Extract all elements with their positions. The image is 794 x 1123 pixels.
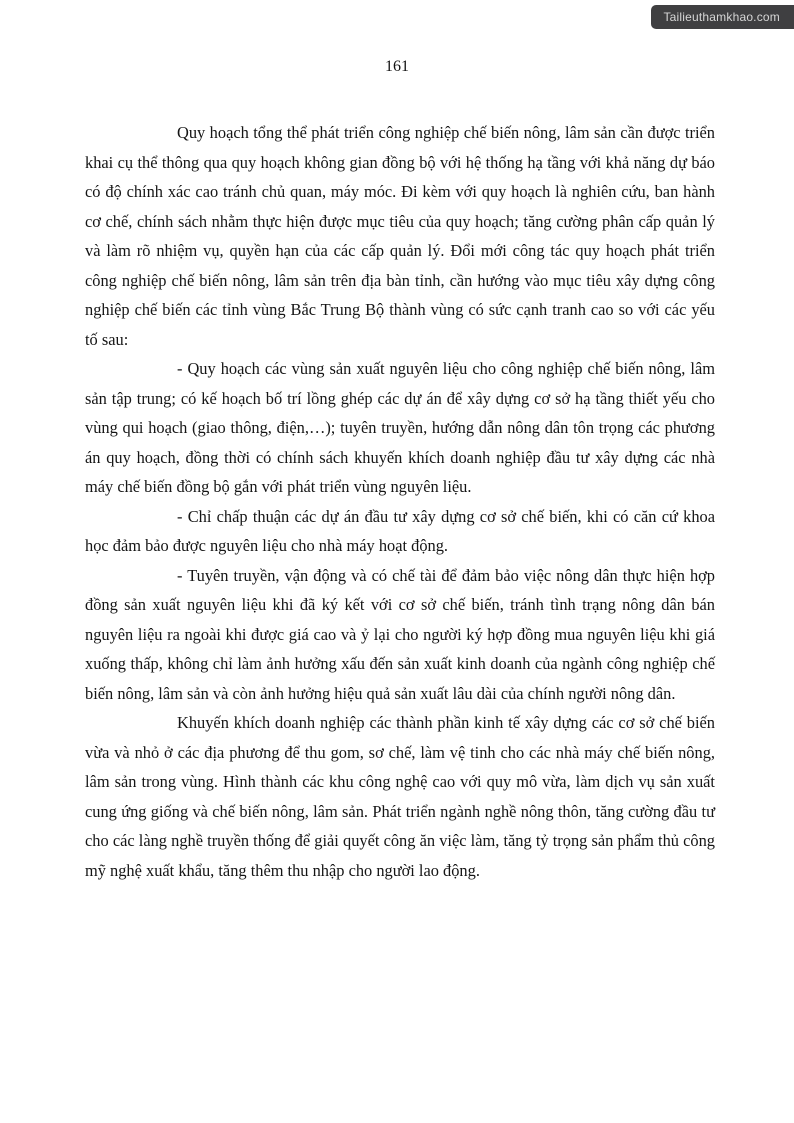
paragraph-bullet-3: - Tuyên truyền, vận động và có chế tài để đảm bảo việc nông dân thực hiện hợp đồng sản xuất nguyên liệu khi đã ký kết với cơ sở chế biến, tránh tình trạng nông dân bán nguyên liệu ra ngoài khi được giá cao và ỷ lại cho người ký hợp đồng mua nguyên liệu khi giá xuống thấp, không chỉ làm ảnh hưởng xấu đến sản xuất kinh doanh của ngành công nghiệp chế biến nông, lâm sản và còn ảnh hưởng hiệu quả sản xuất lâu dài của chính người nông dân. xyxy=(85,565,715,703)
paragraph-bullet-2: - Chỉ chấp thuận các dự án đầu tư xây dựng cơ sở chế biến, khi có căn cứ khoa học đảm bảo được nguyên liệu cho nhà máy hoạt động. xyxy=(85,506,715,555)
watermark-badge xyxy=(651,5,794,29)
paragraph-bullet-1: - Quy hoạch các vùng sản xuất nguyên liệu cho công nghiệp chế biến nông, lâm sản tập trung; có kế hoạch bố trí lồng ghép các dự án để xây dựng cơ sở hạ tầng thiết yếu cho vùng qui hoạch (giao thông, điện,…); tuyên truyền, hướng dẫn nông dân tôn trọng các phương án quy hoạch, đồng thời có chính sách khuyến khích doanh nghiệp đầu tư xây dựng các nhà máy chế biến đồng bộ gắn với phát triển vùng nguyên liệu. xyxy=(85,359,715,496)
page-number: 161 xyxy=(385,58,409,75)
document-body xyxy=(85,118,715,885)
paragraph-closing: Khuyến khích doanh nghiệp các thành phần kinh tế xây dựng các cơ sở chế biến vừa và nhỏ ở các địa phương để thu gom, sơ chế, làm vệ tinh cho các nhà máy chế biến nông, lâm sản trong vùng. Hình thành các khu công nghệ cao với quy mô vừa, làm dịch vụ sản xuất cung ứng giống và chế biến nông, lâm sản. Phát triển ngành nghề nông thôn, tăng cường đầu tư cho các làng nghề truyền thống để giải quyết công ăn việc làm, tăng tỷ trọng sản phẩm thủ công mỹ nghệ xuất khẩu, tăng thêm thu nhập cho người lao động. xyxy=(85,713,715,880)
watermark-label: Tailieuthamkhao.com xyxy=(663,10,780,24)
paragraph-intro: Quy hoạch tổng thể phát triển công nghiệp chế biến nông, lâm sản cần được triển khai cụ thể thông qua quy hoạch không gian đồng bộ với hệ thống hạ tầng với khả năng dự báo có độ chính xác cao tránh chủ quan, máy móc. Đi kèm với quy hoạch là nghiên cứu, ban hành cơ chế, chính sách nhằm thực hiện được mục tiêu của quy hoạch; tăng cường phân cấp quản lý và làm rõ nhiệm vụ, quyền hạn của các cấp quản lý. Đổi mới công tác quy hoạch phát triển công nghiệp chế biến nông, lâm sản trên địa bàn tỉnh, cần hướng vào mục tiêu xây dựng công nghiệp chế biến các tỉnh vùng Bắc Trung Bộ thành vùng có sức cạnh tranh cao so với các yếu tố sau: xyxy=(85,123,715,349)
